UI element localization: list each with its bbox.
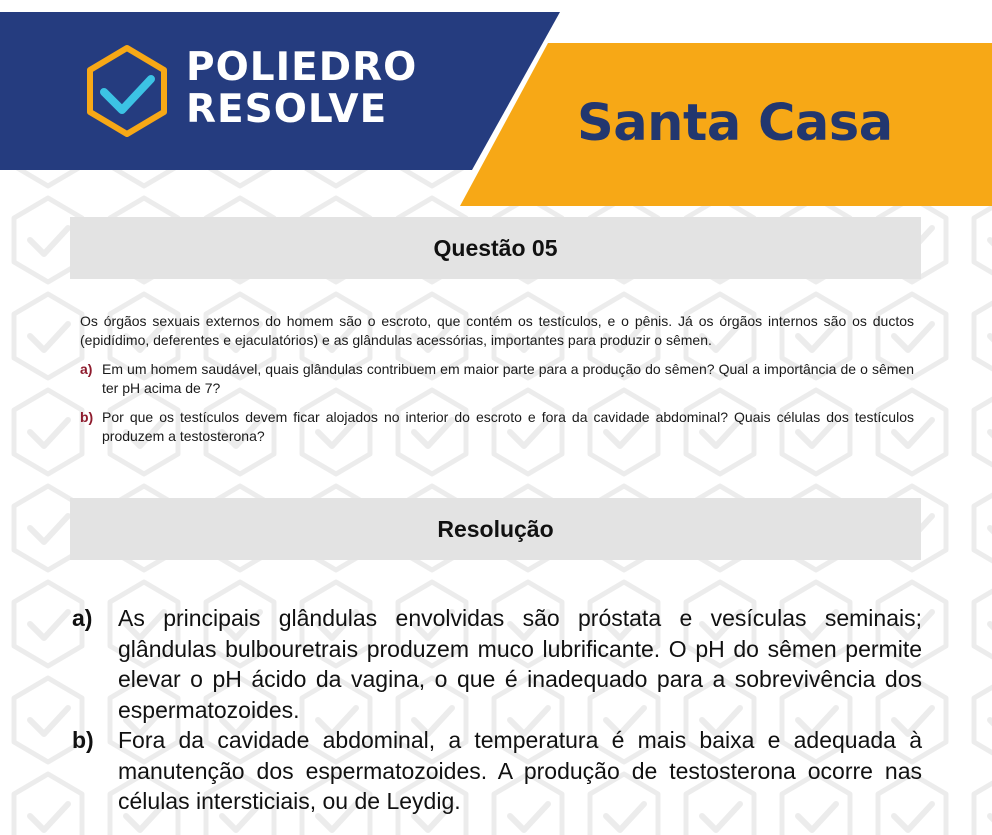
question-item-letter: b): [80, 409, 94, 425]
answer-item-a: [72, 603, 922, 725]
answer-text: As principais glândulas envolvidas são próstata e vesículas seminais; glândulas bulbouretrais produzem muco lubrificante. O pH do sêmen permite elevar o pH ácido da vagina, o que é inadequado para a sobrevivência dos espermatozoides.: [118, 605, 922, 723]
exam-title: Santa Casa: [577, 94, 893, 153]
question-item-a: [80, 360, 914, 398]
resolution-heading: Resolução: [437, 515, 554, 542]
answer-letter: a): [72, 605, 93, 631]
answer-item-b: [72, 725, 922, 817]
question-heading: Questão 05: [433, 234, 558, 261]
brand-name-line-1: POLIEDRO: [186, 45, 418, 90]
question-item-b: [80, 408, 914, 446]
question-item-text: Por que os testículos devem ficar alojados no interior do escroto e fora da cavidade abdominal? Quais células dos testículos produzem a testosterona?: [102, 409, 914, 444]
question-heading-bar: [70, 217, 921, 279]
question-item-text: Em um homem saudável, quais glândulas contribuem em maior parte para a produção do sêmen? Qual a importância de o sêmen ter pH acima de 7?: [102, 361, 914, 396]
answer-letter: b): [72, 727, 94, 753]
resolution-heading-bar: [70, 498, 921, 560]
question-statement: [80, 312, 914, 446]
question-item-letter: a): [80, 361, 93, 377]
question-intro: Os órgãos sexuais externos do homem são o escroto, que contém os testículos, e o pênis. Já os órgãos internos são os ductos (epidídimo, deferentes e ejaculatórios) e as glândulas acessórias, importantes para produzir o sêmen.: [80, 313, 914, 348]
answer-text: Fora da cavidade abdominal, a temperatura é mais baixa e adequada à manutenção dos espermatozoides. A produção de testosterona ocorre nas células intersticiais, ou de Leydig.: [118, 727, 922, 814]
brand-name-line-2: RESOLVE: [186, 87, 388, 132]
resolution-answers: [72, 603, 922, 817]
